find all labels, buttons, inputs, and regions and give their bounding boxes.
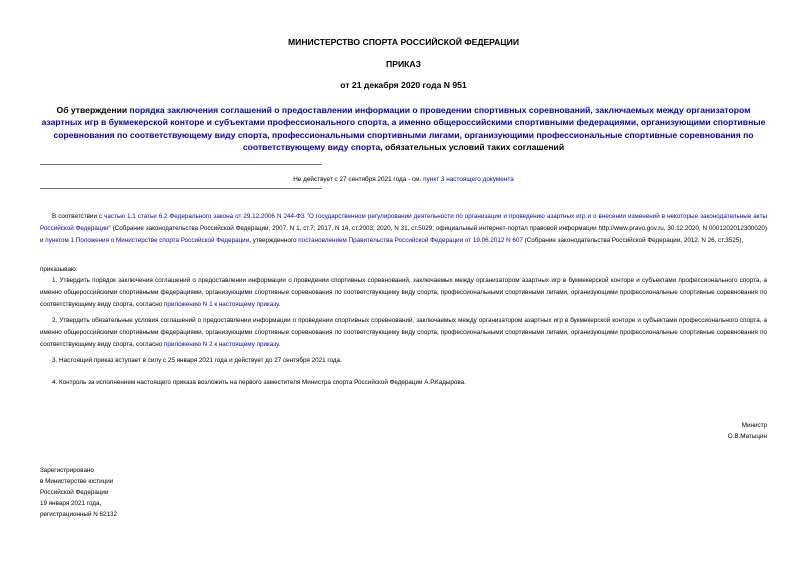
preamble-link-resolution[interactable]: постановлением Правительства Российской Федерации от 19.06.2012 N 607: [298, 237, 523, 244]
item-2-text: 2. Утвердить обязательные условия соглашений о предоставлении информации о проведении спортивных соревнований, заключаемых между организатором азартных игр в букмекерской конторе и субъектами профессионального спорта, а именно общероссийскими спортивными федерациями, организующими спортивные соревнования по соответствующему виду спорта, профессиональными спортивными лигами, организующими профессиональные спортивные соревнования по соответствующему виду спорта, согласно: [40, 317, 767, 348]
preamble-text-2: (Собрание законодательства Российской Федерации, 2007, N 1, ст.7; 2017, N 14, ст.2003; 2020, N 31, ст.5029; официальный интернет-портал правовой информации http://www.pravo.gov.ru, 30.12.2020, N 0001202012300020) и: [40, 225, 767, 244]
title-link[interactable]: порядка заключения соглашений о предоставлении информации о проведении спортивных соревнований, заключаемых между организатором азартных игр в букмекерской конторе и субъектами профессионального спорта, а именно общероссийскими спортивными федерациями, организующими спортивные соревнования по соответствующему виду спорта, профессиональными спортивными лигами, организующими профессиональные спортивные соревнования по соответствующему виду спорта: [41, 105, 766, 153]
item-1-text: 1. Утвердить порядок заключения соглашений о предоставлении информации о проведении спортивных соревнований, заключаемых между организатором азартных игр в букмекерской конторе и субъектами профессионального спорта, а именно общероссийскими спортивными федерациями, организующими спортивные соревнования по соответствующему виду спорта, профессиональными спортивными лигами, организующими профессиональные спортивные соревнования по соответствующему виду спорта, согласно: [40, 277, 767, 308]
status-notice: [0, 176, 807, 183]
status-link[interactable]: пункт 3 настоящего документа: [423, 176, 514, 183]
registration-line-3: Российской Федерации: [40, 489, 109, 496]
registration-line-5: регистрационный N 62132: [40, 511, 118, 518]
item-1-link[interactable]: приложению N 1 к настоящему приказу: [163, 301, 279, 308]
registration-line-4: 19 января 2021 года,: [40, 500, 102, 507]
order-word: приказываю:: [40, 266, 78, 273]
status-text: Не действует с 27 сентября 2021 года - см.: [293, 176, 424, 183]
preamble-text-1: В соответствии с: [52, 213, 105, 220]
order-item-2: [40, 315, 767, 351]
document-title: [40, 104, 767, 154]
order-item-3: 3. Настоящий приказ вступает в силу с 25 января 2021 года и действует до 27 сентября 2021 года.: [52, 357, 342, 364]
signature-position: Министр: [741, 422, 767, 429]
ministry-name: МИНИСТЕРСТВО СПОРТА РОССИЙСКОЙ ФЕДЕРАЦИИ: [287, 37, 519, 47]
preamble-link-law[interactable]: частью 1.1 статьи 6.2 Федерального закона от 29.12.2006 N 244-ФЗ "О государственном регулировании деятельности по организации и проведению азартных игр и о внесении изменений в некоторые законодательные акты Российской Федерации": [40, 213, 768, 232]
item-2-link[interactable]: приложению N 2 к настоящему приказу: [163, 341, 279, 348]
order-item-4: 4. Контроль за исполнением настоящего приказа возложить на первого заместителя Министра спорта Российской Федерации А.Р.Кадырова.: [52, 379, 466, 386]
document-type: ПРИКАЗ: [386, 59, 421, 69]
divider-bottom: [40, 188, 322, 189]
title-suffix: , обязательных условий таких соглашений: [380, 142, 565, 153]
registration-line-2: в Министерстве юстиции: [40, 478, 114, 485]
divider-top: [40, 164, 322, 165]
preamble-link-regulation[interactable]: пунктом 1 Положения о Министерстве спорта Российской Федерации: [45, 237, 250, 244]
title-prefix: Об утверждении: [56, 105, 130, 115]
item-2-period: .: [278, 341, 281, 348]
order-item-1: [40, 275, 767, 311]
preamble-text-4: (Собрание законодательства Российской Федерации, 2012, N 26, ст.3525),: [522, 237, 744, 244]
registration-block: [40, 465, 117, 520]
document-date-number: от 21 декабря 2020 года N 951: [340, 80, 467, 90]
item-1-period: .: [278, 301, 281, 308]
preamble-text-3: , утвержденного: [249, 237, 299, 244]
registration-line-1: Зарегистрировано: [40, 467, 94, 474]
preamble-paragraph: [40, 211, 767, 247]
signature-name: О.В.Матыцин: [727, 433, 767, 440]
